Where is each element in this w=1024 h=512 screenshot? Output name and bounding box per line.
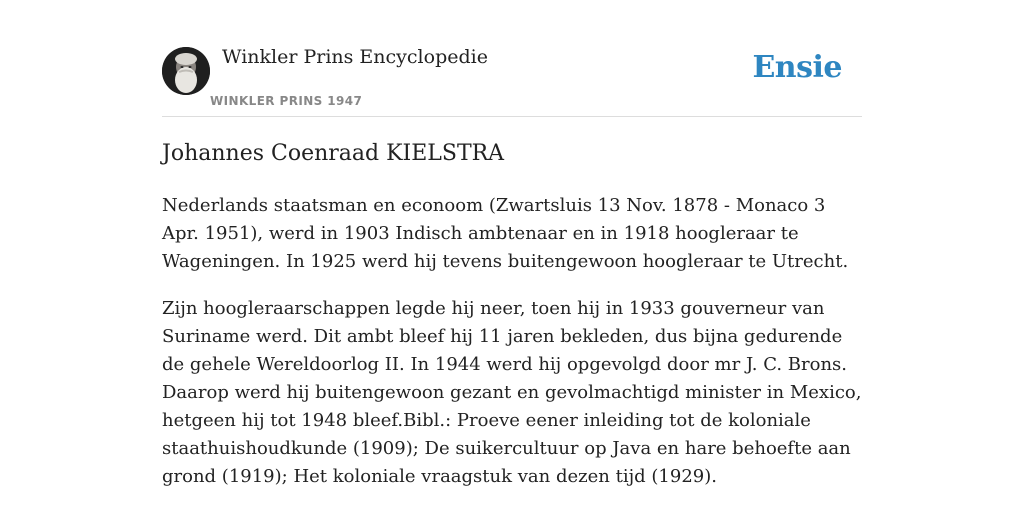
article-paragraph: Nederlands staatsman en econoom (Zwartsluis 13 Nov. 1878 - Monaco 3 Apr. 1951), werd in 1903 Indisch ambtenaar en in 1918 hoogleraar te Wageningen. In 1925 werd hij tevens buitengewoon hoogleraar te Utrecht. xyxy=(162,195,849,272)
article-paragraph: Zijn hoogleraarschappen legde hij neer, toen hij in 1933 gouverneur van Suriname werd. Dit ambt bleef hij 11 jaren bekleden, dus bijna gedurende de gehele Wereldoorlog II. In 1944 werd hij opgevolgd door mr J. C. Brons. Daarop werd hij buitengewoon gezant en gevolmachtigd minister in Mexico, hetgeen hij tot 1948 bleef.Bibl.: Proeve eener inleiding tot de koloniale staathuishoudkunde (1909); De suikercultuur op Java en hare behoefte aan grond (1919); Het koloniale vraagstuk van dezen tijd (1929). xyxy=(162,298,862,487)
avatar[interactable] xyxy=(162,47,210,95)
site-header xyxy=(162,0,862,117)
brand-logo[interactable]: Ensie xyxy=(752,50,842,85)
bearded-man-portrait-icon xyxy=(162,47,210,95)
page-container xyxy=(162,0,862,487)
site-subtitle[interactable]: WINKLER PRINS 1947 xyxy=(210,94,363,108)
article-title: Johannes Coenraad KIELSTRA xyxy=(162,141,505,166)
site-title[interactable]: Winkler Prins Encyclopedie xyxy=(222,46,488,68)
